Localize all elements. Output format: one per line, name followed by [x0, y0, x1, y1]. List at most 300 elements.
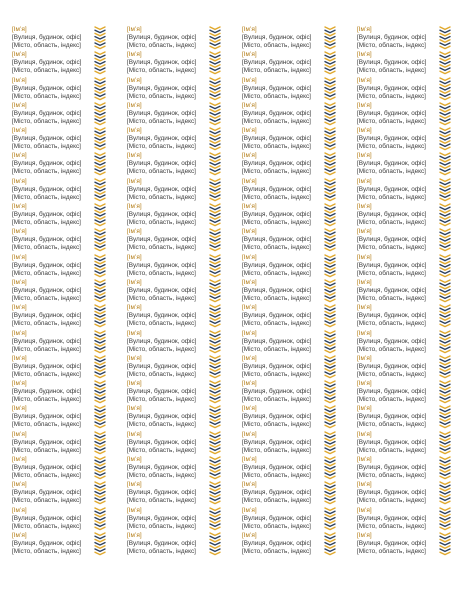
label-street: [Вулиця, будинок, офіс]: [357, 261, 427, 269]
label-name: [Ім’я]: [127, 456, 142, 464]
address-label[interactable]: [241, 330, 344, 355]
label-street: [Вулиця, будинок, офіс]: [127, 211, 197, 219]
label-city: [Місто, область, індекс]: [242, 244, 311, 252]
address-label[interactable]: [126, 254, 229, 279]
address-label[interactable]: [356, 254, 459, 279]
leaf-chevron-border-icon: [208, 102, 222, 127]
label-text: [242, 405, 322, 429]
label-street: [Вулиця, будинок, офіс]: [127, 84, 197, 92]
label-text: [12, 304, 92, 328]
address-label[interactable]: [11, 405, 114, 430]
leaf-chevron-border-icon: [208, 77, 222, 102]
label-text: [127, 456, 207, 480]
label-street: [Вулиця, будинок, офіс]: [357, 362, 427, 370]
label-text: [12, 178, 92, 202]
label-name: [Ім’я]: [242, 76, 257, 84]
label-text: [127, 355, 207, 379]
address-label[interactable]: [126, 77, 229, 102]
leaf-chevron-border-icon: [438, 228, 452, 253]
label-name: [Ім’я]: [12, 177, 27, 185]
address-label[interactable]: [356, 507, 459, 532]
address-label[interactable]: [11, 152, 114, 177]
label-text: [127, 532, 207, 556]
address-label[interactable]: [356, 380, 459, 405]
label-name: [Ім’я]: [127, 203, 142, 211]
address-label[interactable]: [11, 481, 114, 506]
label-street: [Вулиця, будинок, офіс]: [127, 135, 197, 143]
label-street: [Вулиця, будинок, офіс]: [12, 109, 82, 117]
address-label[interactable]: [126, 380, 229, 405]
address-label[interactable]: [241, 532, 344, 557]
address-label[interactable]: [126, 127, 229, 152]
address-label[interactable]: [241, 51, 344, 76]
label-text: [357, 532, 437, 556]
label-city: [Місто, область, індекс]: [127, 42, 196, 49]
address-label[interactable]: [126, 330, 229, 355]
label-street: [Вулиця, будинок, офіс]: [242, 539, 312, 547]
label-street: [Вулиця, будинок, офіс]: [242, 438, 312, 446]
label-text: [12, 330, 92, 354]
leaf-chevron-border-icon: [93, 152, 107, 177]
label-text: [357, 507, 437, 531]
label-city: [Місто, область, індекс]: [242, 143, 311, 151]
label-street: [Вулиця, будинок, офіс]: [242, 211, 312, 219]
label-city: [Місто, область, індекс]: [12, 168, 81, 176]
label-name: [Ім’я]: [357, 506, 372, 514]
address-label[interactable]: [11, 532, 114, 557]
address-label[interactable]: [241, 355, 344, 380]
leaf-chevron-border-icon: [438, 330, 452, 355]
address-label[interactable]: [126, 178, 229, 203]
leaf-chevron-border-icon: [93, 203, 107, 228]
address-label[interactable]: [11, 203, 114, 228]
label-text: [357, 102, 437, 126]
label-city: [Місто, область, індекс]: [12, 522, 81, 530]
label-name: [Ім’я]: [357, 354, 372, 362]
label-text: [127, 77, 207, 101]
label-name: [Ім’я]: [127, 354, 142, 362]
label-text: [242, 203, 322, 227]
label-text: [127, 178, 207, 202]
label-city: [Місто, область, індекс]: [12, 547, 81, 555]
label-street: [Вулиця, будинок, офіс]: [242, 514, 312, 522]
label-name: [Ім’я]: [242, 253, 257, 261]
leaf-chevron-border-icon: [208, 507, 222, 532]
address-label[interactable]: [356, 355, 459, 380]
address-label[interactable]: [241, 304, 344, 329]
address-label[interactable]: [356, 330, 459, 355]
address-label[interactable]: [241, 127, 344, 152]
label-city: [Місто, область, індекс]: [12, 117, 81, 125]
label-text: [357, 228, 437, 252]
leaf-chevron-border-icon: [323, 405, 337, 430]
label-street: [Вулиця, будинок, офіс]: [242, 413, 312, 421]
label-street: [Вулиця, будинок, офіс]: [12, 312, 82, 320]
label-text: [357, 51, 437, 75]
leaf-chevron-border-icon: [208, 380, 222, 405]
label-text: [12, 481, 92, 505]
label-text: [357, 456, 437, 480]
label-city: [Місто, область, індекс]: [357, 320, 426, 328]
address-label[interactable]: [241, 77, 344, 102]
label-city: [Місто, область, індекс]: [12, 345, 81, 353]
leaf-chevron-border-icon: [438, 532, 452, 557]
label-street: [Вулиця, будинок, офіс]: [242, 160, 312, 168]
address-label[interactable]: [11, 304, 114, 329]
label-city: [Місто, область, індекс]: [12, 42, 81, 49]
label-name: [Ім’я]: [357, 405, 372, 413]
label-name: [Ім’я]: [242, 329, 257, 337]
label-city: [Місто, область, індекс]: [357, 193, 426, 201]
label-city: [Місто, область, індекс]: [357, 143, 426, 151]
label-city: [Місто, область, індекс]: [242, 219, 311, 227]
address-label[interactable]: [241, 380, 344, 405]
leaf-chevron-border-icon: [93, 431, 107, 456]
address-label[interactable]: [356, 228, 459, 253]
label-street: [Вулиця, будинок, офіс]: [242, 337, 312, 345]
address-label[interactable]: [241, 102, 344, 127]
address-label[interactable]: [241, 178, 344, 203]
label-city: [Місто, область, індекс]: [242, 396, 311, 404]
label-street: [Вулиця, будинок, офіс]: [242, 362, 312, 370]
label-street: [Вулиця, будинок, офіс]: [242, 34, 312, 41]
label-city: [Місто, область, індекс]: [12, 472, 81, 480]
address-label[interactable]: [126, 203, 229, 228]
address-label[interactable]: [241, 405, 344, 430]
leaf-chevron-border-icon: [208, 51, 222, 76]
label-name: [Ім’я]: [242, 456, 257, 464]
label-name: [Ім’я]: [12, 101, 27, 109]
address-label[interactable]: [356, 102, 459, 127]
leaf-chevron-border-icon: [208, 279, 222, 304]
label-street: [Вулиця, будинок, офіс]: [12, 539, 82, 547]
leaf-chevron-border-icon: [208, 481, 222, 506]
label-street: [Вулиця, будинок, офіс]: [127, 261, 197, 269]
address-label[interactable]: [241, 431, 344, 456]
address-label[interactable]: [241, 26, 344, 51]
address-label[interactable]: [356, 178, 459, 203]
label-name: [Ім’я]: [12, 405, 27, 413]
leaf-chevron-border-icon: [93, 127, 107, 152]
address-label[interactable]: [356, 203, 459, 228]
leaf-chevron-border-icon: [323, 456, 337, 481]
leaf-chevron-border-icon: [208, 330, 222, 355]
label-city: [Місто, область, індекс]: [357, 219, 426, 227]
address-label[interactable]: [356, 431, 459, 456]
address-label[interactable]: [126, 405, 229, 430]
leaf-chevron-border-icon: [323, 77, 337, 102]
label-street: [Вулиця, будинок, офіс]: [357, 34, 427, 41]
leaf-chevron-border-icon: [438, 254, 452, 279]
address-label[interactable]: [126, 481, 229, 506]
address-label[interactable]: [11, 507, 114, 532]
address-label[interactable]: [356, 152, 459, 177]
leaf-chevron-border-icon: [438, 26, 452, 51]
label-name: [Ім’я]: [12, 304, 27, 312]
address-label[interactable]: [356, 77, 459, 102]
label-city: [Місто, область, індекс]: [12, 92, 81, 100]
address-label[interactable]: [356, 279, 459, 304]
label-text: [242, 127, 322, 151]
address-label[interactable]: [126, 102, 229, 127]
address-label[interactable]: [126, 279, 229, 304]
label-text: [127, 304, 207, 328]
address-label[interactable]: [11, 380, 114, 405]
address-label[interactable]: [11, 178, 114, 203]
label-street: [Вулиця, будинок, офіс]: [357, 160, 427, 168]
label-text: [242, 178, 322, 202]
label-city: [Місто, область, індекс]: [357, 92, 426, 100]
label-text: [12, 26, 92, 50]
address-label[interactable]: [11, 254, 114, 279]
address-label[interactable]: [11, 279, 114, 304]
label-city: [Місто, область, індекс]: [127, 143, 196, 151]
address-label[interactable]: [11, 77, 114, 102]
address-label[interactable]: [241, 279, 344, 304]
label-city: [Місто, область, індекс]: [357, 345, 426, 353]
label-text: [357, 279, 437, 303]
leaf-chevron-border-icon: [93, 77, 107, 102]
label-text: [242, 152, 322, 176]
label-street: [Вулиця, будинок, офіс]: [242, 312, 312, 320]
label-city: [Місто, область, індекс]: [242, 522, 311, 530]
label-text: [12, 228, 92, 252]
label-name: [Ім’я]: [127, 430, 142, 438]
label-text: [127, 51, 207, 75]
label-text: [127, 127, 207, 151]
label-name: [Ім’я]: [12, 531, 27, 539]
address-label[interactable]: [241, 507, 344, 532]
address-label[interactable]: [11, 228, 114, 253]
label-name: [Ім’я]: [12, 127, 27, 135]
leaf-chevron-border-icon: [323, 127, 337, 152]
leaf-chevron-border-icon: [323, 26, 337, 51]
label-name: [Ім’я]: [127, 304, 142, 312]
leaf-chevron-border-icon: [323, 178, 337, 203]
label-name: [Ім’я]: [12, 329, 27, 337]
leaf-chevron-border-icon: [438, 380, 452, 405]
label-name: [Ім’я]: [12, 203, 27, 211]
leaf-chevron-border-icon: [323, 532, 337, 557]
label-text: [12, 203, 92, 227]
label-text: [242, 304, 322, 328]
label-street: [Вулиця, будинок, офіс]: [127, 34, 197, 41]
address-label[interactable]: [11, 51, 114, 76]
label-street: [Вулиця, будинок, офіс]: [357, 464, 427, 472]
address-label[interactable]: [126, 51, 229, 76]
label-text: [12, 51, 92, 75]
address-label[interactable]: [241, 254, 344, 279]
label-name: [Ім’я]: [242, 101, 257, 109]
leaf-chevron-border-icon: [208, 304, 222, 329]
address-label[interactable]: [11, 127, 114, 152]
label-city: [Місто, область, індекс]: [357, 472, 426, 480]
label-name: [Ім’я]: [242, 278, 257, 286]
leaf-chevron-border-icon: [208, 152, 222, 177]
label-name: [Ім’я]: [127, 531, 142, 539]
leaf-chevron-border-icon: [93, 507, 107, 532]
leaf-chevron-border-icon: [208, 456, 222, 481]
label-city: [Місто, область, індекс]: [12, 269, 81, 277]
address-label[interactable]: [126, 304, 229, 329]
label-street: [Вулиця, будинок, офіс]: [242, 84, 312, 92]
address-label[interactable]: [126, 456, 229, 481]
label-city: [Місто, область, індекс]: [242, 168, 311, 176]
address-label[interactable]: [11, 102, 114, 127]
label-name: [Ім’я]: [242, 354, 257, 362]
label-text: [357, 127, 437, 151]
label-text: [242, 77, 322, 101]
address-label[interactable]: [356, 127, 459, 152]
address-label[interactable]: [126, 507, 229, 532]
label-name: [Ім’я]: [242, 177, 257, 185]
label-street: [Вулиця, будинок, офіс]: [12, 261, 82, 269]
label-name: [Ім’я]: [357, 127, 372, 135]
address-label[interactable]: [241, 203, 344, 228]
label-city: [Місто, область, індекс]: [12, 446, 81, 454]
label-street: [Вулиця, будинок, офіс]: [12, 286, 82, 294]
label-street: [Вулиця, будинок, офіс]: [357, 286, 427, 294]
label-name: [Ім’я]: [12, 506, 27, 514]
label-city: [Місто, область, індекс]: [242, 421, 311, 429]
label-city: [Місто, область, індекс]: [242, 320, 311, 328]
leaf-chevron-border-icon: [93, 26, 107, 51]
label-street: [Вулиця, будинок, офіс]: [242, 489, 312, 497]
address-label[interactable]: [126, 26, 229, 51]
label-name: [Ім’я]: [242, 203, 257, 211]
label-name: [Ім’я]: [127, 481, 142, 489]
address-label[interactable]: [356, 405, 459, 430]
label-city: [Місто, область, індекс]: [127, 117, 196, 125]
leaf-chevron-border-icon: [438, 279, 452, 304]
label-text: [127, 279, 207, 303]
label-text: [242, 507, 322, 531]
label-city: [Місто, область, індекс]: [12, 193, 81, 201]
label-text: [357, 304, 437, 328]
label-city: [Місто, область, індекс]: [127, 446, 196, 454]
label-text: [12, 532, 92, 556]
label-city: [Місто, область, індекс]: [127, 345, 196, 353]
address-label[interactable]: [11, 456, 114, 481]
address-label[interactable]: [126, 532, 229, 557]
address-label[interactable]: [356, 456, 459, 481]
label-text: [242, 254, 322, 278]
leaf-chevron-border-icon: [323, 51, 337, 76]
address-label[interactable]: [241, 481, 344, 506]
label-street: [Вулиця, будинок, офіс]: [127, 362, 197, 370]
label-text: [242, 102, 322, 126]
address-label[interactable]: [11, 431, 114, 456]
label-city: [Місто, область, індекс]: [242, 294, 311, 302]
label-street: [Вулиця, будинок, офіс]: [357, 135, 427, 143]
address-label[interactable]: [356, 51, 459, 76]
address-label[interactable]: [356, 26, 459, 51]
label-city: [Місто, область, індекс]: [12, 294, 81, 302]
label-name: [Ім’я]: [127, 405, 142, 413]
address-label[interactable]: [11, 26, 114, 51]
label-name: [Ім’я]: [127, 51, 142, 59]
address-label[interactable]: [356, 481, 459, 506]
label-street: [Вулиця, будинок, офіс]: [12, 438, 82, 446]
leaf-chevron-border-icon: [93, 330, 107, 355]
label-city: [Місто, область, індекс]: [127, 67, 196, 75]
label-street: [Вулиця, будинок, офіс]: [357, 489, 427, 497]
label-text: [357, 178, 437, 202]
leaf-chevron-border-icon: [323, 431, 337, 456]
label-street: [Вулиця, будинок, офіс]: [242, 388, 312, 396]
leaf-chevron-border-icon: [438, 304, 452, 329]
label-city: [Місто, область, індекс]: [12, 421, 81, 429]
label-street: [Вулиця, будинок, офіс]: [127, 539, 197, 547]
label-city: [Місто, область, індекс]: [242, 472, 311, 480]
leaf-chevron-border-icon: [93, 228, 107, 253]
leaf-chevron-border-icon: [208, 355, 222, 380]
label-city: [Місто, область, індекс]: [242, 67, 311, 75]
leaf-chevron-border-icon: [323, 380, 337, 405]
address-label[interactable]: [356, 304, 459, 329]
address-label[interactable]: [241, 228, 344, 253]
label-city: [Місто, область, індекс]: [357, 421, 426, 429]
label-name: [Ім’я]: [357, 51, 372, 59]
label-city: [Місто, область, індекс]: [127, 547, 196, 555]
label-name: [Ім’я]: [127, 127, 142, 135]
address-label[interactable]: [241, 152, 344, 177]
label-street: [Вулиця, будинок, офіс]: [357, 109, 427, 117]
label-name: [Ім’я]: [242, 228, 257, 236]
label-text: [12, 456, 92, 480]
label-street: [Вулиця, будинок, офіс]: [12, 362, 82, 370]
label-text: [127, 330, 207, 354]
leaf-chevron-border-icon: [323, 152, 337, 177]
label-name: [Ім’я]: [12, 430, 27, 438]
leaf-chevron-border-icon: [93, 456, 107, 481]
address-label[interactable]: [126, 228, 229, 253]
label-name: [Ім’я]: [357, 531, 372, 539]
address-label[interactable]: [11, 355, 114, 380]
label-text: [127, 228, 207, 252]
label-city: [Місто, область, індекс]: [242, 547, 311, 555]
label-name: [Ім’я]: [12, 228, 27, 236]
address-label[interactable]: [126, 355, 229, 380]
address-label[interactable]: [241, 456, 344, 481]
label-street: [Вулиця, будинок, офіс]: [242, 464, 312, 472]
label-street: [Вулиця, будинок, офіс]: [127, 388, 197, 396]
label-text: [12, 77, 92, 101]
leaf-chevron-border-icon: [323, 228, 337, 253]
address-label[interactable]: [356, 532, 459, 557]
leaf-chevron-border-icon: [93, 51, 107, 76]
label-city: [Місто, область, індекс]: [357, 244, 426, 252]
address-label[interactable]: [126, 431, 229, 456]
address-label[interactable]: [126, 152, 229, 177]
label-name: [Ім’я]: [127, 506, 142, 514]
label-name: [Ім’я]: [242, 430, 257, 438]
leaf-chevron-border-icon: [323, 481, 337, 506]
label-city: [Місто, область, індекс]: [357, 294, 426, 302]
label-street: [Вулиця, будинок, офіс]: [357, 84, 427, 92]
label-city: [Місто, область, індекс]: [12, 219, 81, 227]
label-name: [Ім’я]: [242, 152, 257, 160]
leaf-chevron-border-icon: [208, 405, 222, 430]
label-city: [Місто, область, індекс]: [127, 219, 196, 227]
label-text: [127, 507, 207, 531]
label-name: [Ім’я]: [357, 76, 372, 84]
label-name: [Ім’я]: [12, 278, 27, 286]
label-street: [Вулиця, будинок, офіс]: [127, 286, 197, 294]
label-text: [12, 507, 92, 531]
label-name: [Ім’я]: [127, 152, 142, 160]
address-label[interactable]: [11, 330, 114, 355]
